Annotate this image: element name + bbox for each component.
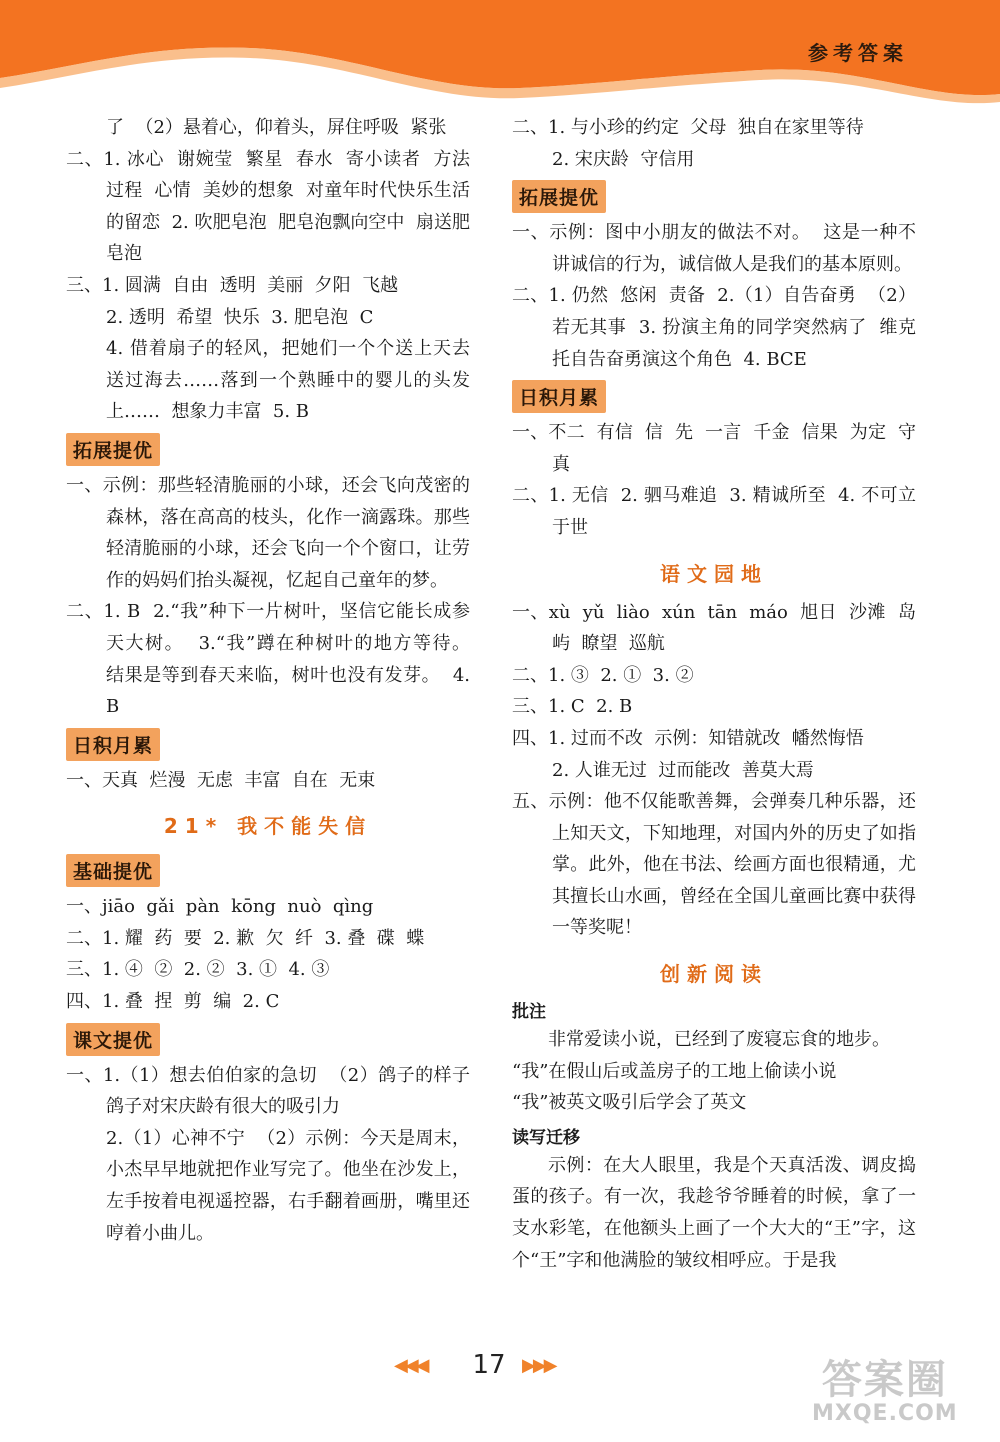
answer-item: 二、1. 冰心 谢婉莹 繁星 春水 寄小读者 方法 过程 心情 美妙的想象 对童年时代快乐生活的留恋 2. 吹肥皂泡 肥皂泡飘向空中 扇送肥皂泡 [66, 148, 482, 265]
answer-item: 三、1. C 2. B [512, 696, 633, 718]
section-title-chinese-garden: 语文园地 [660, 561, 768, 586]
section-tag-text: 课文提优 [66, 1023, 160, 1056]
answer-subitem: 4. 借着扇子的轻风，把她们一个个送上天去送过海去……落到一个熟睡中的婴儿的头发上…… 想象力丰富 5. B [106, 338, 470, 423]
header-title: 参考答案 [808, 41, 908, 65]
answer-item: 二、1. 无信 2. 驷马难追 3. 精诚所至 4. 不可立于世 [512, 485, 916, 538]
answer-item: 二、1. B 2.“我”种下一片树叶，坚信它能长成参天大树。 3.“我”蹲在种树叶的地方等待。 结果是等到春天来临，树叶也没有发芽。 4. B [66, 601, 482, 718]
answer-subitem: 2. 人谁无过 过而能改 善莫大焉 [552, 759, 814, 781]
next-arrows-icon: ▶▶▶ [522, 1355, 555, 1376]
answer-item: 一、1.（1）想去伯伯家的急切 （2）鸽子的样子 鸽子对宋庆龄有很大的吸引力 [66, 1064, 482, 1118]
section-tag-accumulation: 日积月累 [512, 380, 606, 413]
answer-item: 三、1. ④ ② 2. ② 3. ① 4. ③ [66, 959, 330, 981]
prev-arrows-icon: ◀◀◀ [394, 1355, 427, 1376]
answer-item: 二、1. 仍然 悠闲 责备 2.（1）自告奋勇 （2）若无其事 3. 扮演主角的同学突然病了 维克托自告奋勇演这个角色 4. BCE [512, 285, 916, 370]
page-number: 17 [472, 1350, 506, 1380]
answer-line: 了 （2）悬着心，仰着头，屏住呼吸 紧张 [106, 117, 447, 138]
answer-item: 五、示例：他不仅能歌善舞，会弹奏几种乐器，还上知天文，下知地理，对国内外的历史了如指掌。此外，他在书法、绘画方面也很精通，尤其擅长山水画，曾经在全国儿童画比赛中获得一等奖呢！ [512, 791, 916, 939]
section-tag-extension: 拓展提优 [512, 180, 606, 213]
right-column [512, 112, 916, 1276]
answer-subitem: 2. 透明 希望 快乐 3. 肥皂泡 C [106, 306, 374, 328]
answer-subitem: 2.（1）心神不宁 （2）示例：今天是周末，小杰早早地就把作业写完了。他坐在沙发上，左手按着电视遥控器，右手翻着画册，嘴里还哼着小曲儿。 [106, 1127, 470, 1244]
answer-item: 二、1. 与小珍的约定 父母 独自在家里等待 [512, 117, 864, 138]
writing-paragraph: 示例：在大人眼里，我是个天真活泼、调皮捣蛋的孩子。有一次，我趁爷爷睡着的时候，拿了一支水彩笔，在他额头上画了一个大大的“王”字，这个“王”字和他满脸的皱纹相呼应。于是我 [512, 1154, 916, 1271]
left-column [66, 112, 482, 1249]
answer-item: 一、不二 有信 信 先 一言 千金 信果 为定 守真 [512, 422, 916, 475]
answer-item: 一、xù yǔ liào xún tān máo 旭日 沙滩 岛屿 瞭望 巡航 [512, 601, 916, 655]
label-writing-transfer: 读写迁移 [512, 1127, 580, 1148]
answer-item: 一、示例：图中小朋友的做法不对。 这是一种不讲诚信的行为，诚信做人是我们的基本原则。 [512, 222, 916, 275]
answer-subitem: 2. 宋庆龄 守信用 [552, 148, 695, 170]
answer-item: 一、jiāo gǎi pàn kōng nuò qìng [66, 896, 374, 918]
answer-item: 三、1. 圆满 自由 透明 美丽 夕阳 飞越 [66, 274, 399, 296]
answer-item: 一、天真 烂漫 无虑 丰富 自在 无束 [66, 769, 376, 791]
section-tag-extension: 拓展提优 [66, 433, 160, 466]
answer-item: 二、1. ③ 2. ① 3. ② [512, 664, 694, 686]
watermark [812, 1348, 958, 1426]
annotation-line: “我”被英文吸引后学会了英文 [512, 1092, 747, 1114]
section-tag-basics: 基础提优 [66, 854, 160, 887]
annotation-line: “我”在假山后或盖房子的工地上偷读小说 [512, 1060, 837, 1082]
answer-item: 四、1. 叠 捏 剪 编 2. C [66, 991, 280, 1013]
lesson-title: 21* 我不能失信 [163, 814, 373, 839]
answer-item: 四、1. 过而不改 示例：知错就改 幡然悔悟 [512, 727, 864, 749]
answer-item: 二、1. 耀 药 要 2. 歉 欠 纤 3. 叠 碟 蝶 [66, 927, 425, 949]
section-tag-accumulation: 日积月累 [66, 728, 160, 761]
watermark-text: 答案圈 [821, 1357, 948, 1403]
annotation-line: 非常爱读小说，已经到了废寝忘食的地步。 [548, 1029, 890, 1051]
label-annotation: 批注 [512, 1002, 546, 1023]
watermark-url: MXQE.COM [812, 1401, 958, 1426]
section-title-innovative-reading: 创新阅读 [660, 962, 768, 987]
answer-item: 一、示例：那些轻清脆丽的小球，还会飞向茂密的森林，落在高高的枝头，化作一滴露珠。那些轻清脆丽的小球，还会飞向一个个窗口，让劳作的妈妈们抬头凝视，忆起自己童年的梦。 [66, 474, 470, 591]
